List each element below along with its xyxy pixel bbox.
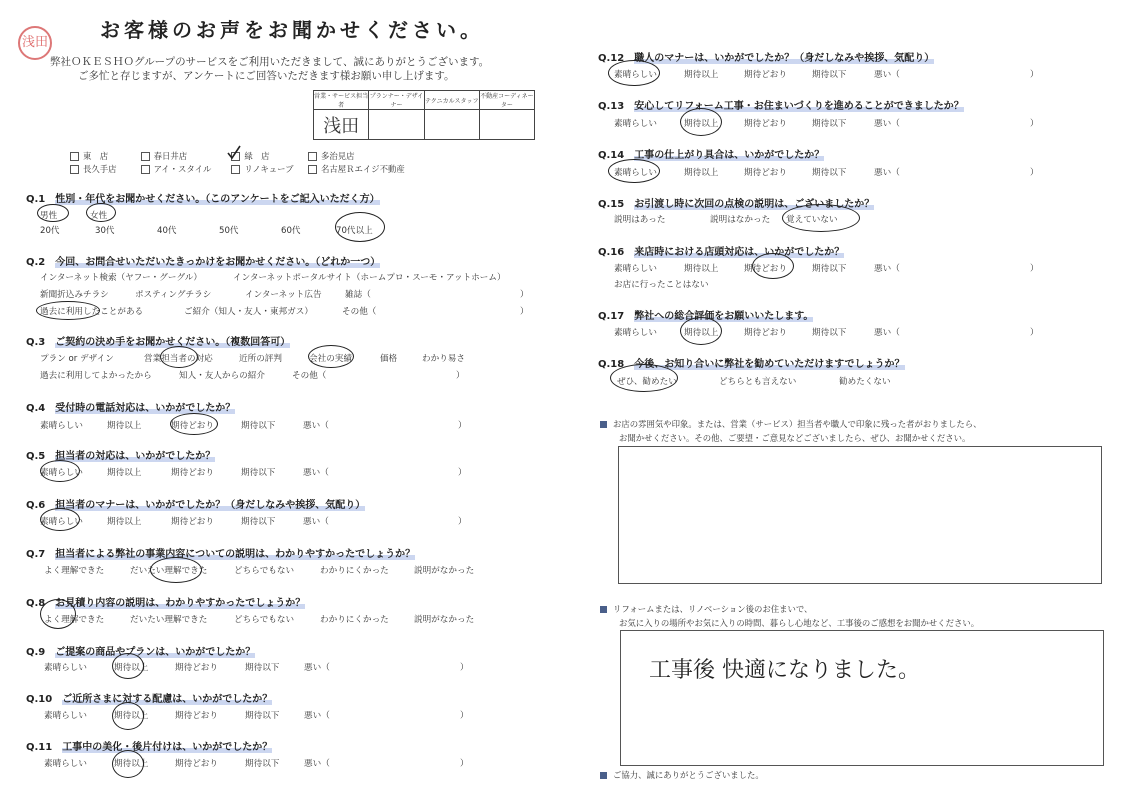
- staff-header: 営業・サービス担当者: [314, 91, 369, 110]
- option[interactable]: 素晴らしい: [44, 711, 87, 721]
- answer-circle: [608, 159, 660, 183]
- option[interactable]: 会社の実績: [309, 354, 352, 364]
- q17-options: 素晴らしい 期待以上 期待どおり 期待以下 悪い（ ）: [614, 328, 1039, 338]
- q8-title: Q.8 お見積り内容の説明は、わかりやすかったでしょうか？: [26, 598, 306, 609]
- option[interactable]: わかりにくかった: [320, 566, 389, 576]
- store-checkbox[interactable]: [141, 165, 150, 174]
- q16-options: 素晴らしい 期待以上 期待どおり 期待以下 悪い（ ）: [614, 264, 1039, 274]
- q12-title: Q.12 職人のマナーは、いかがでしたか？（身だしなみや挨拶、気配り）: [598, 53, 935, 64]
- option[interactable]: 期待以上: [114, 759, 149, 769]
- option[interactable]: 新聞折込みチラシ: [40, 290, 109, 300]
- option[interactable]: 悪い（: [304, 663, 330, 673]
- q9-title: Q.9 ご提案の商品やプランは、いかがでしたか？: [26, 647, 256, 658]
- answer-circle: [37, 204, 69, 222]
- option[interactable]: 期待以下: [812, 168, 847, 178]
- staff-header: プランナー・デザイナー: [369, 91, 424, 110]
- option[interactable]: 素晴らしい: [614, 119, 657, 129]
- option[interactable]: 期待どおり: [175, 711, 218, 721]
- answer-circle: [610, 364, 678, 392]
- option[interactable]: 期待以下: [812, 70, 847, 80]
- option[interactable]: 期待以下: [241, 421, 276, 431]
- answer-circle: [782, 204, 860, 232]
- option[interactable]: 期待以上: [684, 70, 719, 80]
- option[interactable]: 期待以下: [241, 468, 276, 478]
- store-row-1: 東 店 春日井店 緑 店 多治見店: [70, 150, 355, 162]
- store-checkbox[interactable]: [231, 165, 240, 174]
- answer-circle: [170, 413, 218, 435]
- option[interactable]: ぜひ、勧めたい: [617, 377, 677, 387]
- q1-ages: [40, 224, 373, 236]
- name-stamp: 浅田: [18, 26, 52, 60]
- option[interactable]: 近所の評判: [239, 354, 282, 364]
- option[interactable]: 期待以上: [114, 663, 149, 673]
- option[interactable]: 期待どおり: [171, 421, 214, 431]
- option[interactable]: ご紹介（知人・友人・東邦ガス）: [184, 307, 313, 317]
- option[interactable]: 期待以上: [107, 421, 142, 431]
- q13-options: 素晴らしい 期待以上 期待どおり 期待以下 悪い（ ）: [614, 119, 1039, 129]
- option[interactable]: 期待以上: [684, 119, 719, 129]
- option[interactable]: 悪い（: [303, 468, 329, 478]
- staff-header: テクニカルスタッフ: [424, 91, 479, 110]
- option[interactable]: 知人・友人からの紹介: [179, 371, 265, 381]
- option[interactable]: 悪い（: [304, 759, 330, 769]
- option[interactable]: だいたい理解できた: [130, 566, 208, 576]
- option[interactable]: 説明はなかった: [710, 215, 771, 225]
- option[interactable]: 素晴らしい: [614, 70, 657, 80]
- q5-options: 素晴らしい 期待以上 期待どおり 期待以下 悪い（ ）: [40, 468, 467, 478]
- comment1-textarea[interactable]: [618, 446, 1102, 584]
- option[interactable]: 素晴らしい: [44, 759, 87, 769]
- q10-title: Q.10 ご近所さまに対する配慮は、いかがでしたか？: [26, 694, 273, 705]
- q2-row-2: 新聞折込みチラシ ポスティングチラシ インターネット広告 雑誌（ ）: [40, 290, 529, 300]
- option[interactable]: 期待以下: [241, 517, 276, 527]
- option[interactable]: 期待どおり: [744, 328, 787, 338]
- option[interactable]: 期待以上: [684, 328, 719, 338]
- store-checkbox[interactable]: [70, 165, 79, 174]
- answer-circle: [752, 253, 794, 279]
- comment2-prompt-1: リフォームまたは、リノベーション後のお住まいで、: [600, 603, 812, 615]
- staff-value-realestate[interactable]: [479, 110, 534, 140]
- q12-options: 素晴らしい 期待以上 期待どおり 期待以下 悪い（ ）: [614, 70, 1039, 80]
- q14-title: Q.14 工事の仕上がり具合は、いかがでしたか？: [598, 150, 825, 161]
- answer-circle: [112, 750, 144, 778]
- option[interactable]: 悪い（: [303, 517, 329, 527]
- answer-circle: [40, 508, 80, 531]
- page-title: お客様のお声をお聞かせください。: [100, 18, 484, 42]
- option[interactable]: だいたい理解できた: [130, 615, 208, 625]
- option[interactable]: 50代: [219, 226, 239, 236]
- q5-title: Q.5 担当者の対応は、いかがでしたか？: [26, 451, 216, 462]
- option[interactable]: 期待以下: [812, 264, 847, 274]
- q2-title: Q.2 今回、お問合せいただいたきっかけをお聞かせください。（どれか一つ）: [26, 257, 381, 268]
- option[interactable]: 期待以上: [107, 517, 142, 527]
- option[interactable]: 30代: [95, 226, 115, 236]
- option[interactable]: 期待以上: [684, 264, 719, 274]
- q11-options: 素晴らしい 期待以上 期待どおり 期待以下 悪い（ ）: [44, 759, 469, 769]
- option[interactable]: その他（: [292, 371, 327, 381]
- option[interactable]: 営業担当者の対応: [144, 354, 213, 364]
- q18-title: Q.18 今後、お知り合いに弊社を勧めていただけますでしょうか？: [598, 359, 905, 370]
- option[interactable]: 素晴らしい: [614, 264, 657, 274]
- q17-title: Q.17 弊社への総合評価をお願いいたします。: [598, 311, 814, 322]
- comment1-prompt-1: お店の雰囲気や印象。または、営業（サービス）担当者や職人で印象に残った者がおりましたら、: [600, 418, 982, 430]
- store-checkbox[interactable]: [141, 152, 150, 161]
- option[interactable]: ポスティングチラシ: [135, 290, 212, 300]
- option[interactable]: 期待以下: [245, 663, 280, 673]
- option[interactable]: 期待以下: [245, 711, 280, 721]
- comment2-prompt-2: お気に入りの場所やお気に入りの時間、暮らし心地など、工事後のご感想をお聞かせください。: [619, 618, 980, 628]
- option[interactable]: 素晴らしい: [44, 663, 87, 673]
- q2-row-1: [40, 271, 506, 283]
- answer-circle: [86, 203, 116, 222]
- option[interactable]: 悪い（: [874, 168, 900, 178]
- answer-circle: [36, 301, 100, 320]
- option[interactable]: 期待どおり: [171, 517, 214, 527]
- comment1-prompt-2: お聞かせください。その他、ご要望・ご意見などございましたら、ぜひ、お聞かせください。: [619, 433, 971, 443]
- option[interactable]: 20代: [40, 226, 60, 236]
- answer-circle: [112, 702, 144, 730]
- option[interactable]: 期待以下: [812, 119, 847, 129]
- q15-title: Q.15 お引渡し時に次回の点検の説明は、ございましたか？: [598, 199, 875, 210]
- intro-line-1: 弊社ＯＫＥＳＨＯグループのサービスをご利用いただきまして、誠にありがとうございます。: [50, 56, 490, 68]
- staff-table: [313, 90, 535, 140]
- option[interactable]: 期待以上: [684, 168, 719, 178]
- option[interactable]: 説明がなかった: [414, 566, 475, 576]
- q11-title: Q.11 工事中の美化・後片付けは、いかがでしたか？: [26, 742, 273, 753]
- option[interactable]: 素晴らしい: [40, 421, 83, 431]
- option[interactable]: 40代: [157, 226, 177, 236]
- option[interactable]: どちらでもない: [234, 615, 295, 625]
- option[interactable]: 女性: [90, 211, 108, 221]
- option[interactable]: 悪い（: [874, 264, 900, 274]
- option[interactable]: わかりにくかった: [320, 615, 389, 625]
- option[interactable]: わかり易さ: [422, 354, 465, 364]
- option[interactable]: 期待以上: [114, 711, 149, 721]
- option[interactable]: 素晴らしい: [40, 517, 83, 527]
- answer-circle: [335, 212, 385, 242]
- q1-title: Q.1 性別・年代をお聞かせください。（このアンケートをご記入いただく方）: [26, 194, 380, 205]
- q14-options: 素晴らしい 期待以上 期待どおり 期待以下 悪い（ ）: [614, 168, 1039, 178]
- option[interactable]: インターネット広告: [245, 290, 322, 300]
- answer-circle: [112, 653, 144, 679]
- option[interactable]: 期待どおり: [744, 168, 787, 178]
- q4-options: 素晴らしい 期待以上 期待どおり 期待以下 悪い（ ）: [40, 421, 467, 431]
- q6-title: Q.6 担当者のマナーは、いかがでしたか？（身だしなみや挨拶、気配り）: [26, 500, 366, 511]
- staff-header: 不動産コーディネーター: [479, 91, 534, 110]
- option[interactable]: どちらとも言えない: [719, 377, 797, 387]
- option[interactable]: 過去に利用したことがある: [40, 307, 144, 317]
- option[interactable]: 期待どおり: [171, 468, 214, 478]
- q3-row-2: 過去に利用してよかったから 知人・友人からの紹介 その他（ ）: [40, 371, 465, 381]
- option[interactable]: 素晴らしい: [614, 168, 657, 178]
- footer-thanks: ご協力、誠にありがとうございました。: [600, 769, 764, 781]
- option[interactable]: インターネットポータルサイト（ホームプロ・スーモ・アットホーム）: [233, 273, 506, 283]
- q16-title: Q.16 来店時における店頭対応は、いかがでしたか？: [598, 247, 845, 258]
- q16-extra-option[interactable]: お店に行ったことはない: [614, 280, 709, 290]
- staff-value-sales[interactable]: 浅田: [314, 110, 369, 140]
- q8-options: [44, 613, 474, 625]
- answer-circle: [680, 108, 722, 136]
- option[interactable]: 男性: [40, 211, 58, 221]
- option[interactable]: 悪い（: [874, 119, 900, 129]
- store-checkbox[interactable]: [70, 152, 79, 161]
- option[interactable]: 素晴らしい: [40, 468, 83, 478]
- intro-line-2: ご多忙と存じますが、アンケートにご回答いただきます様お願い申し上げます。: [78, 70, 455, 82]
- comment2-textarea[interactable]: [620, 630, 1104, 766]
- staff-value-technical[interactable]: [424, 110, 479, 140]
- option[interactable]: どちらでもない: [234, 566, 295, 576]
- option[interactable]: その他（: [342, 307, 377, 317]
- answer-circle: [608, 60, 660, 86]
- option[interactable]: 素晴らしい: [614, 328, 657, 338]
- option[interactable]: 期待以下: [245, 759, 280, 769]
- option[interactable]: 期待以上: [107, 468, 142, 478]
- option[interactable]: 説明がなかった: [414, 615, 475, 625]
- option[interactable]: 期待どおり: [744, 119, 787, 129]
- option[interactable]: 覚えていない: [786, 215, 838, 225]
- answer-circle: [40, 599, 76, 629]
- q3-title: Q.3 ご契約の決め手をお聞かせください。（複数回答可）: [26, 337, 291, 348]
- answer-circle: [680, 317, 722, 345]
- q13-title: Q.13 安心してリフォーム工事・お住まいづくりを進めることができましたか？: [598, 101, 964, 112]
- answer-circle: [40, 460, 80, 482]
- store-row-2: 長久手店 アイ・スタイル リノキューブ 名古屋Ｒエイジ不動産: [70, 163, 405, 175]
- option[interactable]: 雑誌（: [345, 290, 371, 300]
- option[interactable]: 悪い（: [874, 70, 900, 80]
- option[interactable]: 悪い（: [874, 328, 900, 338]
- q7-options: [44, 564, 474, 576]
- option[interactable]: 説明はあった: [614, 215, 666, 225]
- option[interactable]: よく理解できた: [44, 615, 105, 625]
- option[interactable]: 悪い（: [304, 711, 330, 721]
- q4-title: Q.4 受付時の電話対応は、いかがでしたか？: [26, 403, 236, 414]
- answer-circle: [150, 557, 202, 583]
- option[interactable]: 60代: [281, 226, 301, 236]
- option[interactable]: 期待どおり: [744, 70, 787, 80]
- comment2-answer: 工事後 快適になりました。: [649, 658, 920, 683]
- option[interactable]: 期待以下: [812, 328, 847, 338]
- option[interactable]: よく理解できた: [44, 566, 105, 576]
- option[interactable]: インターネット検索（ヤフー・グーグル）: [40, 273, 202, 283]
- q7-title: Q.7 担当者による弊社の事業内容についての説明は、わかりやすかったでしょうか？: [26, 549, 416, 560]
- staff-value-planner[interactable]: [369, 110, 424, 140]
- option[interactable]: プラン or デザイン: [40, 354, 114, 364]
- q10-options: 素晴らしい 期待以上 期待どおり 期待以下 悪い（ ）: [44, 711, 469, 721]
- answer-circle: [160, 346, 198, 368]
- option[interactable]: 期待どおり: [744, 264, 787, 274]
- store-check-mark: [226, 145, 242, 161]
- store-checkbox[interactable]: [308, 165, 317, 174]
- q3-row-1: [40, 352, 465, 364]
- option[interactable]: 期待どおり: [175, 759, 218, 769]
- option[interactable]: 悪い（: [303, 421, 329, 431]
- q6-options: 素晴らしい 期待以上 期待どおり 期待以下 悪い（ ）: [40, 517, 467, 527]
- option[interactable]: 期待どおり: [175, 663, 218, 673]
- option[interactable]: 70代以上: [336, 226, 373, 236]
- option[interactable]: 価格: [380, 354, 398, 364]
- option[interactable]: 勧めたくない: [839, 377, 891, 387]
- store-checkbox[interactable]: [308, 152, 317, 161]
- answer-circle: [308, 345, 354, 368]
- option[interactable]: 過去に利用してよかったから: [40, 371, 152, 381]
- q2-row-3: 過去に利用したことがある ご紹介（知人・友人・東邦ガス） その他（ ）: [40, 307, 529, 317]
- q9-options: 素晴らしい 期待以上 期待どおり 期待以下 悪い（ ）: [44, 663, 469, 673]
